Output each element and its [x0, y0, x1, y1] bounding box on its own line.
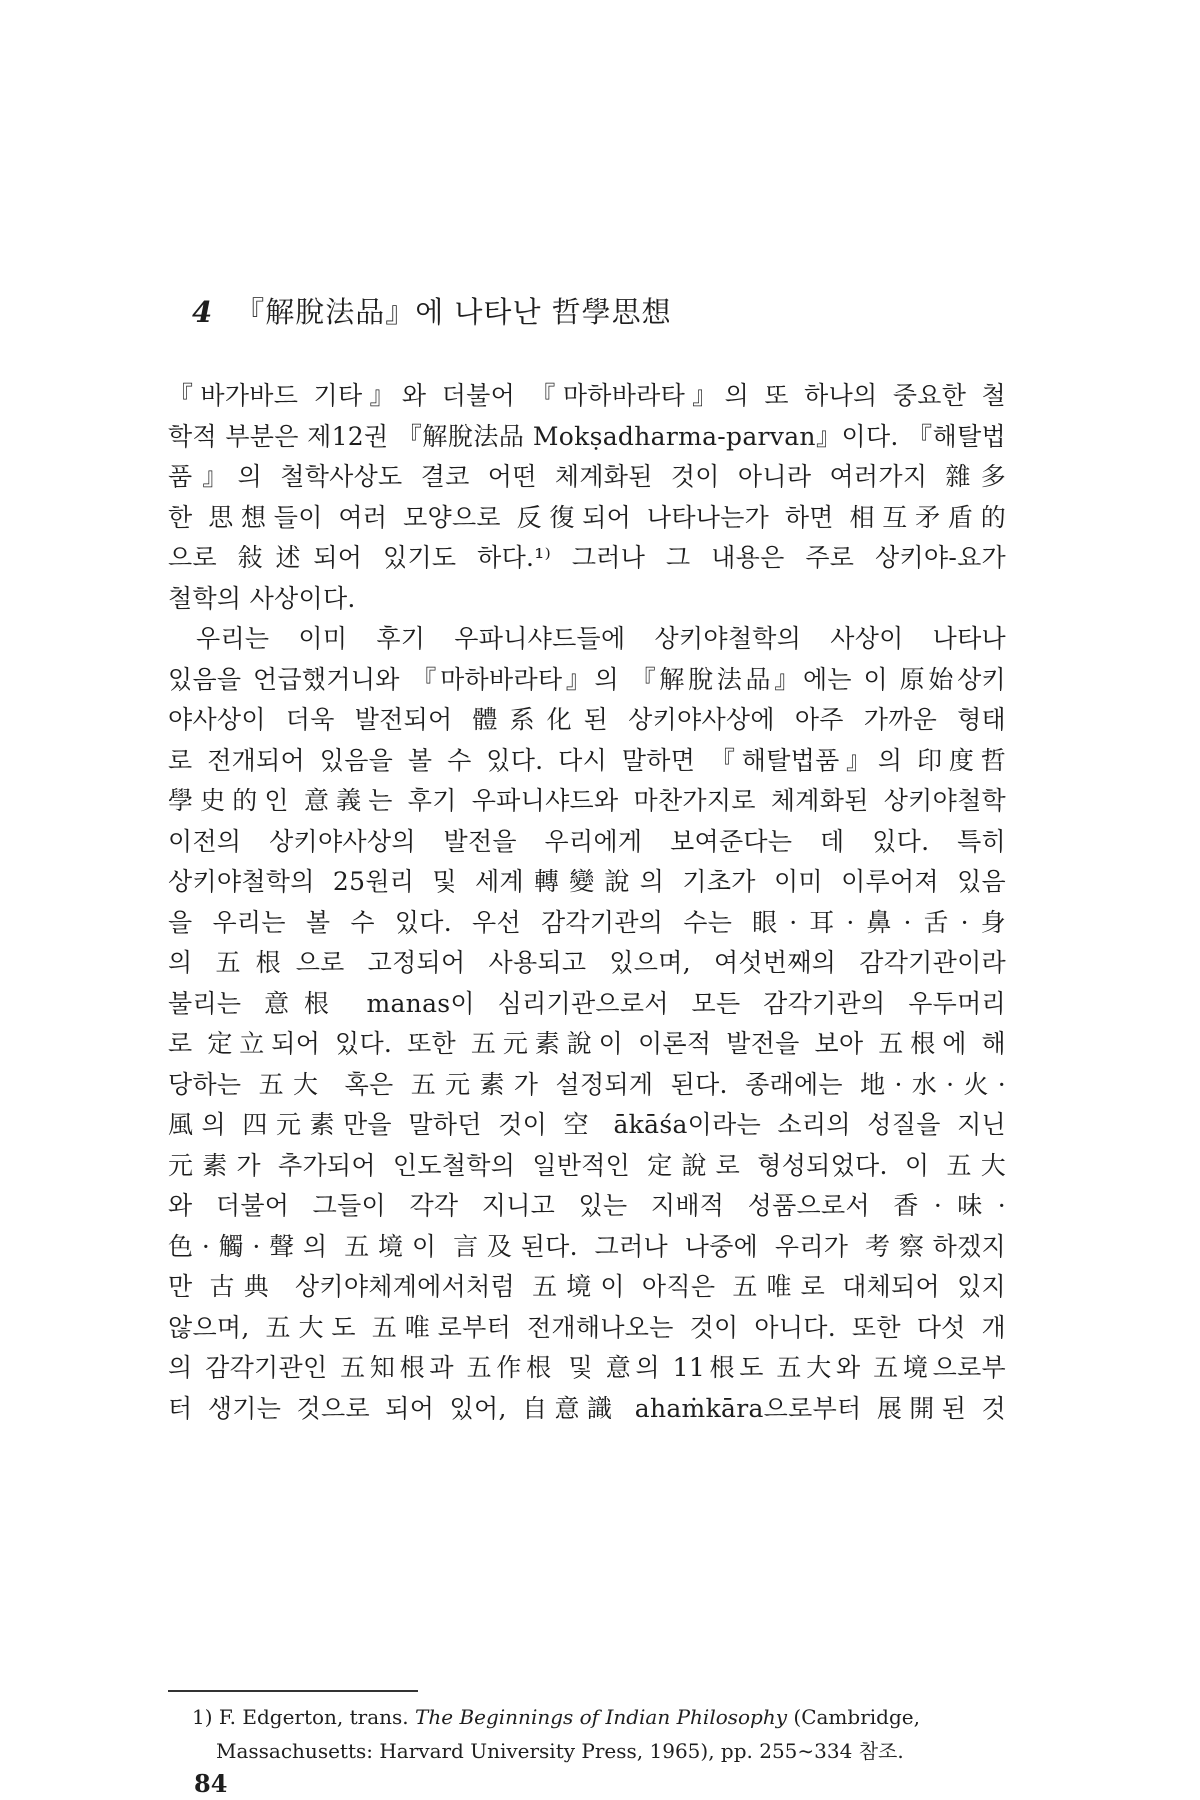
text-line: 불리는 意根 manas이 심리기관으로서 모든 감각기관의 우두머리 [168, 988, 1006, 1018]
text-line: 의 五根으로 고정되어 사용되고 있으며, 여섯번째의 감각기관이라 [168, 948, 1006, 977]
footnote-publisher-start: (Cambridge, [787, 1705, 920, 1729]
text-line: 와 더불어 그들이 각각 지니고 있는 지배적 성품으로서 香·味· [168, 1191, 1006, 1220]
text-line: 의 감각기관인 五知根과 五作根 및 意의 11根도 五大와 五境으로부 [168, 1353, 1006, 1382]
text-line: 學史的인 意義는 후기 우파니샤드와 마찬가지로 체계화된 상키야철학 [168, 786, 1006, 815]
page-number: 84 [194, 1769, 228, 1798]
text-line: 元素가 추가되어 인도철학의 일반적인 定說로 형성되었다. 이 五大 [168, 1150, 1006, 1180]
footnote-line [192, 1700, 1012, 1734]
text-line: 한 思想들이 여러 모양으로 反復되어 나타나는가 하면 相互矛盾的 [168, 502, 1006, 532]
text-line: 당하는 五大 혹은 五元素가 설정되게 된다. 종래에는 地·水·火· [168, 1069, 1006, 1099]
footnote-divider [168, 1690, 418, 1692]
text-line: 色·觸·聲의 五境이 言及된다. 그러나 나중에 우리가 考察하겠지 [168, 1231, 1006, 1261]
footnote [192, 1700, 1012, 1768]
footnote-book-title: The Beginnings of Indian Philosophy [415, 1705, 788, 1729]
text-line: 품』의 철학사상도 결코 어떤 체계화된 것이 아니라 여러가지 雜多 [168, 462, 1006, 491]
text-line: 야사상이 더욱 발전되어 體系化된 상키야사상에 아주 가까운 형태 [168, 705, 1006, 734]
body-text [168, 376, 1006, 1429]
text-line: 이전의 상키야사상의 발전을 우리에게 보여준다는 데 있다. 특히 [168, 826, 1006, 856]
text-line: 우리는 이미 후기 우파니샤드들에 상키야철학의 사상이 나타나 [196, 624, 1006, 653]
text-line: 만 古典 상키야체계에서처럼 五境이 아직은 五唯로 대체되어 있지 [168, 1272, 1006, 1301]
text-line: 학적 부분은 제12권 『解脫法品 Mokṣadharma-parvan』이다. 『해탈법 [168, 421, 1006, 451]
text-line: 터 생기는 것으로 되어 있어, 自意識 ahaṁkāra으로부터 展開된 것 [168, 1393, 1006, 1423]
text-line: 으로 敍述되어 있기도 하다.¹⁾ 그러나 그 내용은 주로 상키야-요가 [168, 543, 1006, 572]
text-line: 風의 四元素만을 말하던 것이 空 ākāśa이라는 소리의 성질을 지닌 [168, 1110, 1006, 1139]
text-line: 을 우리는 볼 수 있다. 우선 감각기관의 수는 眼·耳·鼻·舌·身 [168, 907, 1006, 937]
section-title: 『解脫法品』에 나타난 哲學思想 [235, 295, 672, 329]
footnote-citation: 1) F. Edgerton, trans. [192, 1705, 416, 1729]
text-line: 있음을 언급했거니와 『마하바라타』의 『解脫法品』에는 이 原始상키 [168, 664, 1006, 694]
text-line: 『바가바드 기타』와 더불어 『마하바라타』의 또 하나의 중요한 철 [168, 381, 1006, 410]
text-line: 로 定立되어 있다. 또한 五元素說이 이론적 발전을 보아 五根에 해 [168, 1029, 1006, 1058]
text-line: 상키야철학의 25원리 및 세계轉變說의 기초가 이미 이루어져 있음 [168, 867, 1006, 896]
footnote-line: Massachusetts: Harvard University Press, 1965), pp. 255∼334 참조. [216, 1739, 904, 1763]
text-line: 철학의 사상이다. [168, 583, 356, 613]
text-line: 로 전개되어 있음을 볼 수 있다. 다시 말하면 『해탈법품』의 印度哲 [168, 745, 1006, 775]
text-line: 않으며, 五大도 五唯로부터 전개해나오는 것이 아니다. 또한 다섯 개 [168, 1312, 1006, 1342]
section-heading [192, 290, 672, 331]
section-number: 4 [192, 295, 214, 329]
